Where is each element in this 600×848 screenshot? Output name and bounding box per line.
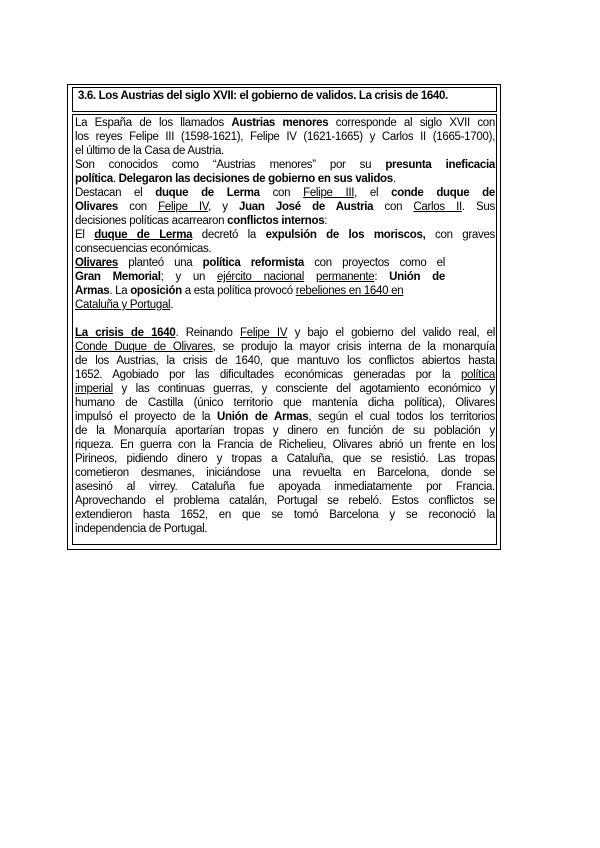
text-line: Son conocidos como “Austrias menores” por su presunta ineficacia [75,159,495,171]
text-line: consecuencias económicas. [75,243,212,255]
text-line: de los Austrias, la crisis de 1640, que mantuvo los conflictos abiertos hasta [75,355,495,367]
text-line: impulsó el proyecto de la Unión de Armas, según el cual todos los territorios [75,411,495,423]
text-line: Gran Memorial; y un ejército nacional permanente: Unión de [75,271,445,283]
text-line: extendieron hasta 1652, en que se tomó Barcelona y se reconoció la [75,509,495,521]
text-line: asesinó al virrey. Cataluña fue apoyada inmediatamente por Francia. [75,481,495,493]
text-line: Pirineos, pidiendo dinero y tropas a Cataluña, que se resistió. Las tropas [75,453,495,465]
text-line: Cataluña y Portugal. [75,299,174,311]
text-line: política. Delegaron las decisiones de gobierno en sus validos. [75,173,396,185]
text-line: Armas. La oposición a esta política provocó rebeliones en 1640 en [75,285,404,297]
section-title: 3.6. Los Austrias del siglo XVII: el gobierno de validos. La crisis de 1640. [78,90,448,102]
text-line: La España de los llamados Austrias menores corresponde al siglo XVII con [75,117,495,129]
text-line: Destacan el duque de Lerma con Felipe III, el conde duque de [75,187,495,199]
text-line: los reyes Felipe III (1598-1621), Felipe IV (1621-1665) y Carlos II (1665-1700), [75,131,495,143]
text-line: La crisis de 1640. Reinando Felipe IV y bajo el gobierno del valido real, el [75,327,495,339]
text-line: de la Monarquía aportarían tropas y dinero en función de su población y [75,425,495,437]
text-line: El duque de Lerma decretó la expulsión de los moriscos, con graves [75,229,495,241]
text-line: el último de la Casa de Austria. [75,145,224,157]
text-line: cometieron desmanes, iniciándose una revuelta en Barcelona, donde se [75,467,495,479]
text-line: riqueza. En guerra con la Francia de Richelieu, Olivares abrió un frente en los [75,439,495,451]
text-line: independencia de Portugal. [75,523,208,535]
text-line: Conde Duque de Olivares, se produjo la mayor crisis interna de la monarquía [75,341,495,353]
text-line: Olivares planteó una política reformista con proyectos como el [75,257,446,269]
text-line: 1652. Agobiado por las dificultades económicas generadas por la política [75,369,495,381]
text-line: imperial y las continuas guerras, y consciente del agotamiento económico y [75,383,495,395]
text-line: Olivares con Felipe IV, y Juan José de Austria con Carlos II. Sus [75,201,495,213]
text-line: decisiones políticas acarrearon conflictos internos: [75,215,328,227]
text-line: Aprovechando el problema catalán, Portugal se rebeló. Estos conflictos se [75,495,495,507]
text-line: humano de Castilla (único territorio que mantenía dicha política), Olivares [75,397,495,409]
